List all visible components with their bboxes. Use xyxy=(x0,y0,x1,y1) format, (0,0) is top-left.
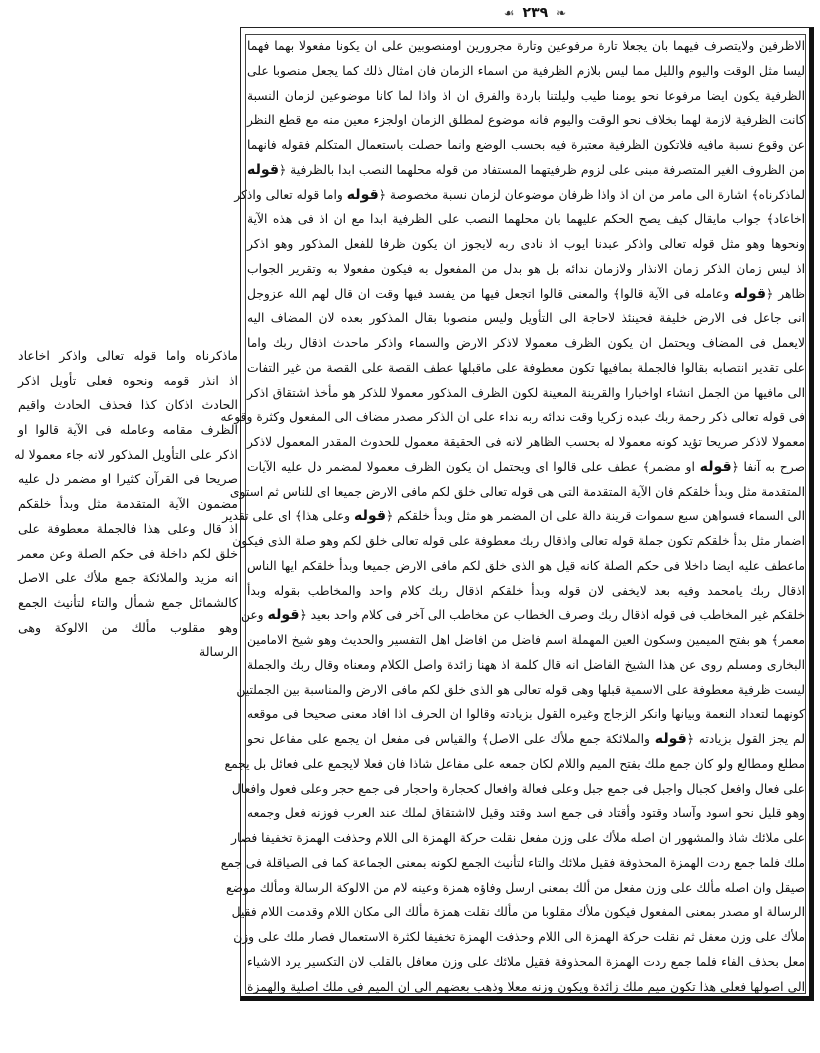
text-line: ملك فلما جمع ردت الهمزة المحذوفة فقيل ملائك والتاء لتأنيث الجمع لكونه بمعنى الجماعة كما فى الصياقلة فى جمع xyxy=(220,855,805,870)
text-line: مطلع ومطالع ولو كان جمع ملك بفتح الميم واللام لكان جمعه على مفاعل شاذا فان فعلا لايجمع على فعائل بل يجمع xyxy=(224,756,805,771)
note-line: الرسالة xyxy=(199,644,238,660)
note-line: كالشمائل جمع شمأل والتاء لتأنيث الجمع xyxy=(18,594,238,610)
note-line: اذ قال وعلى هذا فالجملة معطوفة على xyxy=(18,520,238,536)
text-line: صرح به آنفا ﴿قوله او مضمر﴾ عطف على قالوا اى ويحتمل ان يكون الظرف معمولا لمضمر دل عليه الآيات xyxy=(247,458,805,475)
text-line: كانت الظرفية لازمة لهما بخلاف نحو الوقت واليوم فانه موضوع لمطلق الزمان اولجزء معين منه مع قطع النظر xyxy=(247,113,805,128)
note-line: الظرف مقامه وعامله فى الآية قالوا او xyxy=(18,422,238,438)
text-line: عن وقوع نسبة مافيه فلاتكون الظرفية معتبرة فيه بحسب الوضع وانما حصلت باستعمال المتكلم فقوله فانهما xyxy=(247,138,805,152)
text-line: الظرفية يكون ايضا مرفوعا نحو يومنا طيب وليلتنا باردة والفرق ان اذ واذا لما كانا موضوعين لزمان النسبة xyxy=(247,88,805,103)
note-line: صريحا فى القرآن كثيرا او مضمر دل عليه xyxy=(18,471,238,487)
text-line: على تقدير انتصابه بقالوا فالجملة بمافيها تكون معطوفة على ماقبلها عطف القصة على القصة من غير التفات xyxy=(247,360,805,375)
text-line: اضمار مثل بدأ خلقكم تكون جملة قوله تعالى واذقال ربك معطوفة على قوله تعالى خلق لكم وهو صلة الذى فيكون xyxy=(232,534,805,548)
text-line: ظاهر ﴿قوله وعامله فى الآية قالوا﴾ والمعنى قالوا اتجعل فيها من يفسد فيها وقت ان قال لهم الله عزوجل xyxy=(247,285,805,302)
text-line: الاظرفين ولايتصرف فيهما بان يجعلا تارة مرفوعين وتارة مجرورين اومنصوبين على ان يكونا مفعولا بهما فهما xyxy=(247,39,805,53)
text-line: معمولا لاذكر صريحا تؤيد كونه معمولا له بحسب الظاهر لانه فى الحقيقة معمول للحدوث المقدر المعمول لاذكر xyxy=(247,435,805,449)
text-line: لماذكرناه﴾ اشارة الى مامر من ان اذ واذا ظرفان موضوعان لزمان نسبة مخصوصة ﴿قوله واما قوله تعالى واذكر xyxy=(234,186,805,203)
note-line: الحادث اذكان كذا فحذف الحادث واقيم xyxy=(18,397,238,413)
text-line: المتقدمة مثل وبدأ خلقكم فان الآية المتقدمة التى هى قوله تعالى خلق لكم مافى الارض جميعا اى للناس ثم استوى xyxy=(229,484,805,499)
text-line: خلقكم غير المخاطب فى قوله اذقال ربك وصرف الخطاب عن مخاطب الى آخر فى كلام واحد بعيد ﴿قوله وعن xyxy=(240,607,805,624)
text-line: من الظروف الغير المتصرفة مبنى على لزوم ظرفيتهما المستفاد من قوله محلهما النصب ابدا بالظرفية ﴿قوله xyxy=(247,161,805,178)
text-line: وهو قليل نحو اسود وآساد وقتود وأقتاد فى جمع اسد وقتد وقيل لااشتقاق لملك عند العرب فوزنه فعل وجمعه xyxy=(247,806,805,821)
text-line: ونحوها وهو مثل قوله تعالى واذكر عبدنا ايوب اذ نادى ربه لايجوز ان يكون ظرفا للفعل المذكور وهو اذكر xyxy=(247,237,805,251)
note-line: اذ انذر قومه ونحوه فعلى تأويل اذكر xyxy=(18,372,238,388)
text-line: اذ ليس زمان الذكر زمان الانذار ولازمان ندائه بل هو بدل من المفعول به فيكون مفعولا به وتقرير الجواب xyxy=(247,261,805,276)
text-line: ليسا مثل الوقت واليوم والليل مما ليس بلازم الظرفية من اسماء الزمان فان امثال ذلك كما يجعل منصوبا على xyxy=(247,63,805,78)
note-line: انه مزيد والملائكة جمع ملأك على الاصل xyxy=(18,570,238,586)
text-line: لم يجز القول بزيادته ﴿قوله والملائكة جمع ملأك على الاصل﴾ والقياس فى مفعل ان يجمع على مفاعل نحو xyxy=(247,731,805,747)
text-line: ملأك على وزن معفل ثم نقلت حركة الهمزة الى اللام وحذفت الهمزة تخفيفا لكثرة الاستعمال فصار ملك على وزن xyxy=(233,930,805,944)
note-line: اذكر على التأويل المذكور لانه جاء معمولا له xyxy=(14,446,238,462)
text-line: ليست ظرفية معطوفة على الاسمية قبلها وهى قوله تعالى هو الذى خلق لكم مافى الارض والمناسبة بين الجملتين xyxy=(236,682,805,697)
note-line: وهو مقلوب مألك من الالوكة وهى xyxy=(18,619,238,635)
text-line: اخاعاد﴾ جواب مايقال كيف يصح الحكم عليهما بان محلهما النصب على الظرفية ابدا مع ان اذ فى هذه الآية xyxy=(247,212,805,227)
ornament-icon: ☙ xyxy=(503,6,515,20)
text-line: لايعمل فى المضاف ويحتمل ان يكون الظرف معمولا لاذكر الارض والسماء واذكر ماحدث اذقال ربك واما xyxy=(247,336,805,350)
note-line: خلق لكم داخلة فى حكم الصلة وعن معمر xyxy=(18,545,238,561)
note-line: ماذكرناه واما قوله تعالى واذكر اخاعاد xyxy=(18,348,238,363)
text-line: الى اصولها فعلى هذا تكون ميم ملك زائدة ويكون وزنه معلا وذهب بعضهم الى ان الميم فى ملك اصلية والهمزة xyxy=(247,979,805,994)
text-line: معمر﴾ هو بفتح الميمين وسكون العين المهملة اسم فاضل من افاضل اهل التفسير والحديث وهو شيخ الامامين xyxy=(247,633,805,647)
text-line: فى قوله تعالى ذكر رحمة ربك عبده زكريا وقت ندائه ربه نداء على ان الذكر مصدر مضاف الى المفعول وكثرة وقوعه xyxy=(220,410,805,425)
text-line: الرسالة او مصدر بمعنى المفعول فيكون ملأك مقلوبا من مألك نقلت همزة مألك الى مكان اللام وقدمت اللام فقيل xyxy=(231,905,805,920)
text-line: على ملائك شاذ والمشهور ان اصله ملأك على وزن مفعل نقلت حركة الهمزة الى اللام وحذفت الهمزة تخفيفا فصار xyxy=(231,831,805,845)
text-line: صيقل وان اصله مألك على وزن مفعل من ألك بمعنى ارسل وفاؤه همزة وعينه لام من الالوكة الرسالة ومألك موضع xyxy=(225,880,805,895)
text-line: البخارى ومسلم روى عن هذا الشيخ الفاضل انه قال كلمة اذ ههنا زائدة واصل الكلام ومعناه وقال ربك والجملة xyxy=(247,657,805,672)
text-line: ماعطف عليه ايضا داخلا فى حكم الصلة كانه قيل هو الذى خلق لكم مافى الارض جميعا وبدأ خلقكم ايها الناس xyxy=(247,558,805,573)
text-line: اذقال ربك يامحمد وفيه بعد لايخفى لان قوله وبدأ خلقكم اذقال ربك كلام واحد والمخاطب بقوله وبدأ xyxy=(247,583,805,598)
text-line: الى السماء فسواهن سبع سموات قرينة دالة على ان المضمر هو مثل وبدأ خلقكم ﴿قوله وعلى هذا﴾ اى على تقدير xyxy=(222,508,805,525)
ornament-icon: ❧ xyxy=(556,6,567,20)
text-line: معل بحذف الفاء فلما جمع ردت الهمزة المحذوفة فقيل ملائك على وزن معافل بالقلب لان التكسير يرد الاشياء xyxy=(247,954,805,969)
text-line: الى مافيها من الجمل انشاء اواخبارا والقرينة المعينة لكون الظرف المذكور معمولا للذكر هو مأخذ اشتقاق اذكر xyxy=(247,385,805,400)
margin-note xyxy=(14,344,238,665)
note-line: مضمون الآية المتقدمة مثل وبدأ خلقكم xyxy=(18,496,238,512)
main-text-frame xyxy=(220,27,814,1001)
text-line: انى جاعل فى الارض خليفة فحينئذ لاحاجة الى التأويل وليس منصوبا بقال المذكور بعده لان المضاف اليه xyxy=(247,311,805,326)
text-line: على فعال وافعل كجبال واجبل فى جمع جبل وعلى فعالة وافعال كحجارة واحجار فى جمع حجر وعلى فعول وافعال xyxy=(231,781,805,796)
text-line: كونهما لتعداد النعمة وبيانها وانكر الزجاج وغيره القول بزيادته وقالوا ان الحرف اذا افاد معنى صحيحا فى موقعه xyxy=(247,707,805,722)
page-header xyxy=(470,2,600,24)
page-number: ٢٣٩ xyxy=(522,5,549,21)
